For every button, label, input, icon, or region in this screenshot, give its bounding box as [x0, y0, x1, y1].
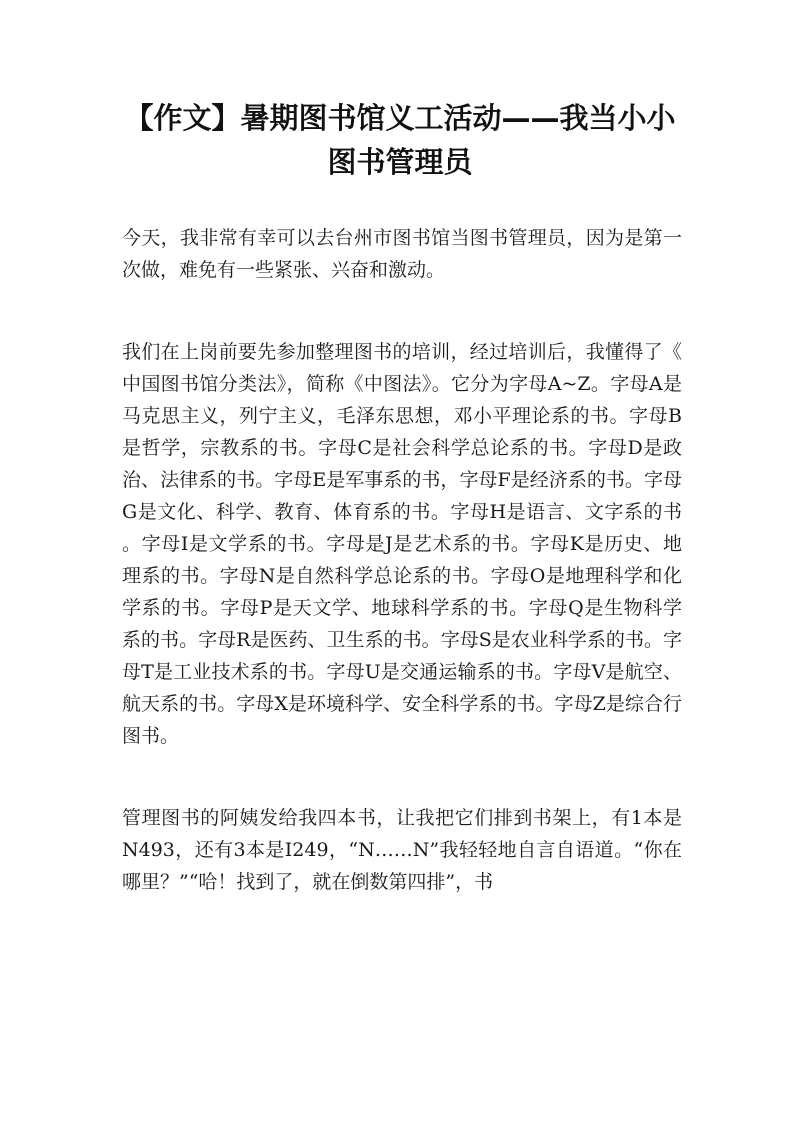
- paragraph-2: 我们在上岗前要先参加整理图书的培训，经过培训后，我懂得了《中国图书馆分类法》，简称《中图法》。它分为字母A~Z。字母A是马克思主义，列宁主义，毛泽东思想，邓小平理论系的书。字母B是哲学，宗教系的书。字母C是社会科学总论系的书。字母D是政治、法律系的书。字母E是军事系的书，字母F是经济系的书。字母G是文化、科学、教育、体育系的书。字母H是语言、文字系的书。字母I是文学系的书。字母是J是艺术系的书。字母K是历史、地理系的书。字母N是自然科学总论系的书。字母O是地理科学和化学系的书。字母P是天文学、地球科学系的书。字母Q是生物科学系的书。字母R是医药、卫生系的书。字母S是农业科学系的书。字母T是工业技术系的书。字母U是交通运输系的书。字母V是航空、航天系的书。字母X是环境科学、安全科学系的书。字母Z是综合行图书。: [122, 341, 682, 747]
- document-title-line-2: 图书管理员: [327, 145, 473, 179]
- document-title: [100, 96, 700, 184]
- document-title-line-1: 【作文】暑期图书馆义工活动——我当小小: [124, 101, 676, 135]
- document-body: [122, 222, 682, 898]
- paragraph-1: 今天，我非常有幸可以去台州市图书馆当图书管理员，因为是第一次做，难免有一些紧张、兴奋和激动。: [122, 227, 682, 281]
- paragraph-3: 管理图书的阿姨发给我四本书，让我把它们排到书架上，有1本是N493，还有3本是I249，“N……N”我轻轻地自言自语道。“你在哪里？”“哈！找到了，就在倒数第四排”，书: [122, 807, 682, 893]
